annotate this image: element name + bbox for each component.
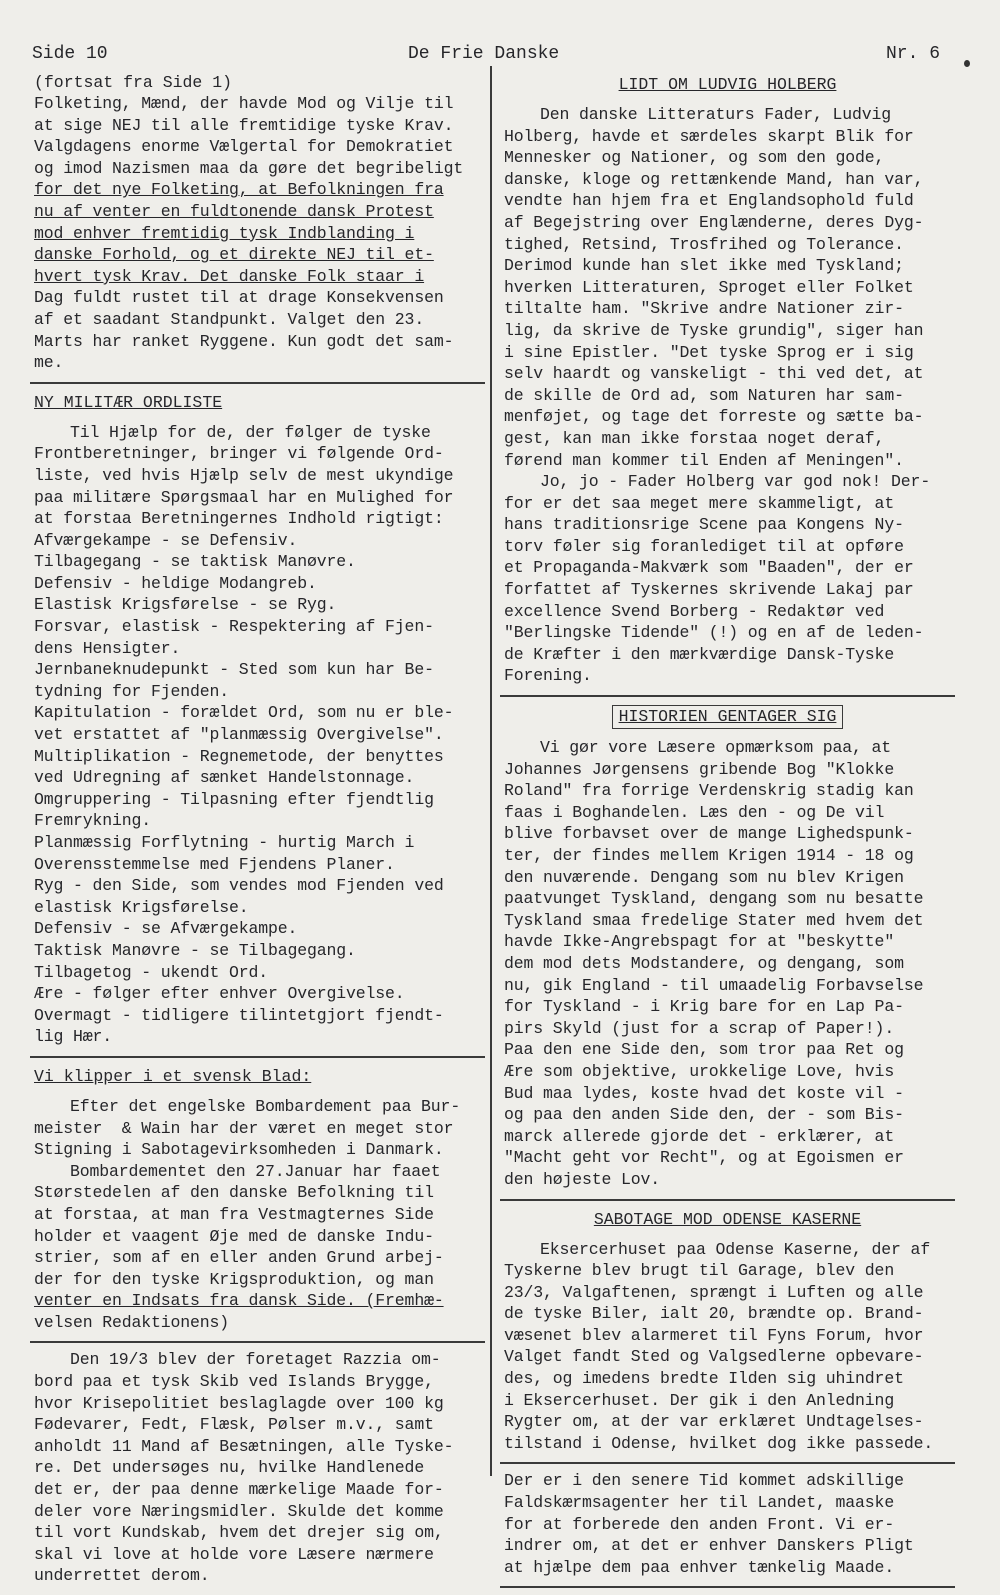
- section-faldskaerm: [500, 1464, 955, 1588]
- text-line: og imod Nazismen maa da gøre det begribeligt: [34, 158, 464, 178]
- text-line: de tyske Biler, ialt 20, brændte op. Brand-: [504, 1304, 924, 1324]
- text-line: anholdt 11 Mand af Besætningen, alle Tyske-: [34, 1436, 454, 1456]
- text-line: Tyskland smaa fredelige Stater med hvem det: [504, 910, 924, 930]
- text-line: Defensiv - heldige Modangreb.: [34, 573, 317, 593]
- text-line: forfattet af Tyskernes skrivende Lakaj par: [504, 580, 914, 600]
- text-line: Roland" fra forrige Verdenskrig stadig kan: [504, 781, 914, 801]
- text-line: ter, der findes mellem Krigen 1914 - 18 og: [504, 846, 914, 865]
- text-line: Valget fandt Sted og Valgsedlerne opbevare-: [504, 1347, 924, 1367]
- ink-spot-mark: [964, 60, 970, 67]
- text-line: Marts har ranket Ryggene. Kun godt det sam-: [34, 331, 454, 351]
- text-line: for det nye Folketing, at Befolkningen fra: [34, 180, 444, 200]
- text-line: Frontberetninger, bringer vi følgende Ord-: [34, 444, 444, 464]
- holberg-text: [504, 104, 951, 687]
- text-line: Folketing, Mænd, der havde Mod og Vilje til: [34, 94, 454, 113]
- section-title: NY MILITÆR ORDLISTE: [34, 392, 223, 412]
- text-line: torv føler sig foranlediget til at opføre: [504, 536, 904, 556]
- text-line: pirs Skyld (just for a scrap of Paper!).: [504, 1018, 895, 1038]
- text-line: danske Forhold, og et direkte NEJ til et-: [34, 245, 434, 265]
- text-line: excellence Svend Borberg - Redaktør ved: [504, 601, 885, 621]
- text-line: Rygter om, at der var erklæret Undtagelses-: [504, 1412, 924, 1432]
- text-line: Eksercerhuset paa Odense Kaserne, der af: [540, 1239, 931, 1259]
- text-line: Jernbaneknudepunkt - Sted som kun har Be-: [34, 660, 434, 680]
- text-line: Planmæssig Forflytning - hurtig March i: [34, 833, 415, 852]
- column-divider: [490, 66, 492, 1476]
- text-line: des, og imedens bredte Ilden sig uhindret: [504, 1369, 904, 1389]
- text-line: Elastisk Krigsførelse - se Ryg.: [34, 595, 337, 615]
- text-line: Stigning i Sabotagevirksomheden i Danmark.: [34, 1140, 444, 1160]
- text-line: indrer om, at det er enhver Danskers Pligt: [504, 1536, 914, 1556]
- text-line: Fødevarer, Fedt, Flæsk, Pølser m.v., samt: [34, 1415, 434, 1435]
- text-line: lig, da skrive de Tyske grundig", siger han: [504, 320, 924, 340]
- continued-text: [34, 93, 481, 374]
- text-line: tydning for Fjenden.: [34, 681, 230, 701]
- text-line: for er det saa meget mere skammeligt, at: [504, 493, 895, 513]
- text-line: Faldskærmsagenter her til Landet, maaske: [504, 1493, 895, 1513]
- text-line: mod enhver fremtidig tysk Indblanding i: [34, 223, 415, 243]
- text-line: Mennesker og Nationer, og som den gode,: [504, 148, 885, 168]
- section-continued: [30, 66, 485, 384]
- section-ordliste: [30, 384, 485, 1058]
- text-line: Jo, jo - Fader Holberg var god nok! Der-: [540, 472, 931, 492]
- text-line: menføjet, og tage det forreste og sætte ba-: [504, 407, 924, 427]
- text-line: meister & Wain har der været en meget stor: [34, 1118, 454, 1138]
- text-line: at forstaa Beretningernes Indhold rigtigt:: [34, 509, 444, 529]
- text-line: dem mod dets Modstandere, og dengang, som: [504, 953, 904, 973]
- text-line: for at forberede den anden Front. Vi er-: [504, 1514, 895, 1534]
- section-svensk-blad: [30, 1058, 485, 1344]
- text-line: af Begejstring over Englænderne, deres Dyg-: [504, 212, 924, 232]
- text-line: til vort Kundskab, hvem det drejer sig om,: [34, 1523, 444, 1543]
- text-line: Tyskerne blev brugt til Garage, blev den: [504, 1261, 895, 1281]
- text-line: de Kræfter i den mærkværdige Dansk-Tyske: [504, 644, 895, 664]
- text-line: i sine Epistler. "Det tyske Sprog er i sig: [504, 342, 914, 362]
- text-line: Efter det engelske Bombardement paa Bur-: [70, 1096, 461, 1116]
- text-line: deler vore Næringsmidler. Skulde det komme: [34, 1501, 444, 1521]
- text-line: førend man kommer til Enden af Meningen".: [504, 450, 904, 470]
- text-line: Ære som objektive, urokkelige Love, hvis: [504, 1061, 895, 1081]
- text-line: de skille de Ord ad, som Naturen har sam-: [504, 385, 904, 405]
- text-line: elastisk Krigsførelse.: [34, 897, 249, 917]
- section-razzia: [30, 1343, 485, 1595]
- text-line: paatvunget Tyskland, dengang som nu besatte: [504, 889, 924, 909]
- text-line: velsen Redaktionens): [34, 1312, 230, 1332]
- text-line: Ære - følger efter enhver Overgivelse.: [34, 984, 405, 1004]
- text-line: Ryg - den Side, som vendes mod Fjenden ved: [34, 876, 444, 896]
- text-line: Der er i den senere Tid kommet adskillige: [504, 1471, 904, 1491]
- text-line: tilstand i Odense, hvilket dog ikke passede.: [504, 1433, 934, 1453]
- text-line: i Eksercerhuset. Der gik i den Anledning: [504, 1390, 895, 1410]
- text-line: selv haardt og vanskeligt - thi ved det, at: [504, 364, 924, 384]
- text-line: Derimod kunde han slet ikke med Tyskland;: [504, 256, 904, 276]
- text-line: Valgdagens enorme Vælgertal for Demokratiet: [34, 137, 454, 157]
- text-line: blive forbavset over de mange Lighedspunk-: [504, 824, 914, 844]
- text-line: skal vi love at holde vore Læsere nærmere: [34, 1544, 434, 1564]
- text-line: Tilbagegang - se taktisk Manøvre.: [34, 552, 356, 572]
- text-line: for Tyskland - i Krig bare for en Lap Pa-: [504, 997, 904, 1017]
- text-line: Størstedelen af den danske Befolkning til: [34, 1183, 434, 1203]
- text-line: Holberg, havde et særdeles skarpt Blik for: [504, 126, 914, 146]
- text-line: danske, kloge og rettænkende Mand, han var,: [504, 169, 924, 189]
- text-line: 23/3, Valgaftenen, sprængt i Luften og alle: [504, 1282, 924, 1302]
- continued-note: (fortsat fra Side 1): [34, 73, 233, 92]
- text-line: dens Hensigter.: [34, 638, 181, 658]
- text-line: Overmagt - tidligere tilintetgjort fjendt-: [34, 1005, 444, 1025]
- left-column: [30, 66, 485, 1595]
- text-line: Kapitulation - forældet Ord, som nu er ble-: [34, 703, 454, 723]
- section-title: SABOTAGE MOD ODENSE KASERNE: [593, 1209, 862, 1229]
- text-line: liste, ved hvis Hjælp selv de mest ukyndige: [34, 465, 454, 485]
- text-line: Til Hjælp for de, der følger de tyske: [70, 422, 431, 442]
- page-number: Side 10: [32, 44, 108, 64]
- text-line: Vi gør vore Læsere opmærksom paa, at: [540, 738, 892, 758]
- section-holberg: [500, 66, 955, 697]
- text-line: Multiplikation - Regnemetode, der benyttes: [34, 746, 444, 766]
- text-line: tighed, Retsind, Trosfrihed og Tolerance.: [504, 234, 904, 254]
- text-line: Taktisk Manøvre - se Tilbagegang.: [34, 940, 356, 960]
- text-line: re. Det undersøges nu, hvilke Handlenede: [34, 1458, 425, 1478]
- text-line: bord paa et tysk Skib ved Islands Brygge,: [34, 1372, 434, 1392]
- section-historien: [500, 697, 955, 1200]
- text-line: "Macht geht vor Recht", og at Egoismen er: [504, 1148, 904, 1168]
- text-line: paa militære Spørgsmaal har en Mulighed for: [34, 487, 454, 507]
- faldskaerm-text: [504, 1470, 951, 1578]
- historien-text: [504, 737, 951, 1190]
- text-line: det er, der paa denne mærkelige Maade for-: [34, 1480, 444, 1500]
- text-line: Defensiv - se Afværgekampe.: [34, 919, 298, 939]
- text-line: at sige NEJ til alle fremtidige tyske Krav.: [34, 115, 454, 135]
- section-title: Vi klipper i et svensk Blad:: [34, 1066, 312, 1086]
- section-title: HISTORIEN GENTAGER SIG: [612, 705, 844, 729]
- text-line: lig Hær.: [34, 1027, 113, 1047]
- text-line: Omgruppering - Tilpasning efter fjendtlig: [34, 789, 434, 809]
- text-line: Forsvar, elastisk - Respektering af Fjen-: [34, 617, 434, 637]
- razzia-text: [34, 1349, 481, 1587]
- text-line: Johannes Jørgensens gribende Bog "Klokke: [504, 759, 895, 779]
- text-line: underrettet derom.: [34, 1566, 210, 1586]
- text-line: af et saadant Standpunkt. Valget den 23.: [34, 309, 425, 329]
- text-line: Fremrykning.: [34, 811, 152, 831]
- text-line: me.: [34, 353, 64, 373]
- text-line: ved Udregning af sænket Handelstonnage.: [34, 768, 415, 788]
- text-line: hans traditionsrige Scene paa Kongens Ny-: [504, 515, 904, 535]
- text-line: væsenet blev alarmeret til Fyns Forum, hvor: [504, 1325, 924, 1345]
- text-line: Afværgekampe - se Defensiv.: [34, 530, 298, 550]
- text-line: Den danske Litteraturs Fader, Ludvig: [540, 105, 892, 124]
- page-header: [32, 44, 940, 68]
- ordliste-text: [34, 422, 481, 1048]
- text-line: nu af venter en fuldtonende dansk Protest: [34, 201, 434, 221]
- text-line: holder et vaagent Øje med de danske Indu-: [34, 1226, 434, 1246]
- sabotage-text: [504, 1239, 951, 1455]
- text-line: Paa den ene Side den, som tror paa Ret og: [504, 1040, 904, 1060]
- text-line: hverken Litteraturen, Sproget eller Folket: [504, 277, 914, 297]
- text-line: marck allerede gjorde det - erklærer, at: [504, 1126, 895, 1146]
- text-line: vendte han hjem fra et Englandsophold fuld: [504, 191, 914, 211]
- right-column: [500, 66, 955, 1588]
- text-line: Overensstemmelse med Fjendens Planer.: [34, 854, 395, 874]
- text-line: "Berlingske Tidende" (!) og en af de leden-: [504, 623, 924, 643]
- text-line: Bombardementet den 27.Januar har faaet: [70, 1161, 441, 1181]
- text-line: Dag fuldt rustet til at drage Konsekvensen: [34, 288, 444, 308]
- svensk-text: [34, 1096, 481, 1334]
- text-line: tiltalte ham. "Skrive andre Nationer zir-: [504, 299, 904, 319]
- text-line: strier, som af en eller anden Grund arbej-: [34, 1248, 444, 1268]
- text-line: hvert tysk Krav. Det danske Folk staar i: [34, 266, 425, 286]
- text-line: hvor Krisepolitiet beslaglagde over 100 kg: [34, 1393, 444, 1413]
- text-line: den nuværende. Dengang som nu blev Krigen: [504, 867, 904, 887]
- text-line: vet erstattet af "planmæssig Overgivelse".: [34, 725, 444, 745]
- text-line: venter en Indsats fra dansk Side. (Fremhæ-: [34, 1291, 444, 1311]
- text-line: Forening.: [504, 666, 592, 686]
- text-line: Den 19/3 blev der foretaget Razzia om-: [70, 1350, 441, 1370]
- text-line: gest, kan man ikke forstaa noget deraf,: [504, 428, 885, 448]
- text-line: faas i Boghandelen. Læs den - og De vil: [504, 802, 885, 822]
- text-line: der for den tyske Krigsproduktion, og man: [34, 1269, 434, 1289]
- section-title: LIDT OM LUDVIG HOLBERG: [618, 75, 837, 94]
- text-line: at forstaa, at man fra Vestmagternes Side: [34, 1204, 434, 1224]
- text-line: den højeste Lov.: [504, 1169, 661, 1189]
- text-line: Bud maa lydes, koste hvad det koste vil -: [504, 1083, 904, 1103]
- text-line: havde Ikke-Angrebspagt for at "beskytte": [504, 932, 895, 952]
- text-line: et Propaganda-Makværk som "Baaden", der er: [504, 558, 914, 578]
- text-line: Tilbagetog - ukendt Ord.: [34, 962, 269, 982]
- text-line: at hjælpe dem paa enhver tænkelig Maade.: [504, 1557, 895, 1577]
- text-line: og paa den anden Side den, der - som Bis-: [504, 1105, 904, 1125]
- text-line: nu, gik England - til umaadelig Forbavselse: [504, 975, 924, 995]
- paper-title: De Frie Danske: [408, 44, 560, 64]
- issue-number: Nr. 6: [885, 44, 940, 64]
- section-sabotage: [500, 1201, 955, 1465]
